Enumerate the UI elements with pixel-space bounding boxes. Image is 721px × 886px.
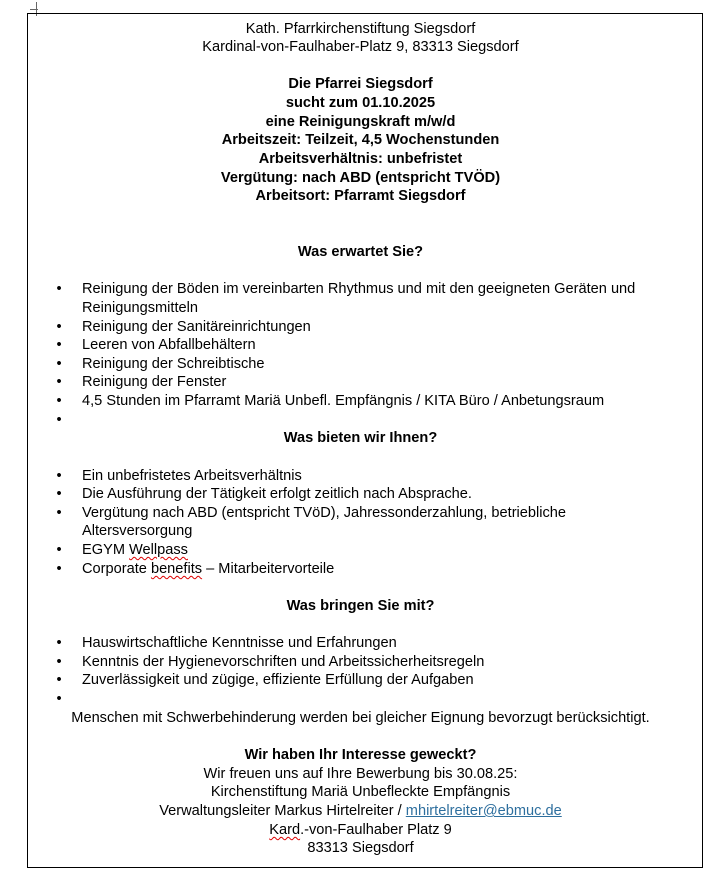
disability-notice: Menschen mit Schwerbehinderung werden bei gleicher Eignung bevorzugt berücksichtigt. (71, 710, 650, 726)
list-item: Reinigung der Böden im vereinbarten Rhythmus und mit den geeigneten Geräten und (82, 281, 636, 297)
bullet: • (56, 356, 62, 372)
spellcheck-word: benefits (150, 561, 203, 577)
contact-street (0, 821, 721, 839)
list-item (82, 560, 334, 578)
bullet: • (56, 654, 62, 670)
org-name: Kath. Pfarrkirchenstiftung Siegsdorf (245, 21, 476, 37)
bullet: • (56, 672, 62, 688)
list-item-text: – Mitarbeitervorteile (202, 561, 335, 577)
list-item: Leeren von Abfallbehältern (82, 337, 256, 353)
list-item: Reinigung der Schreibtische (82, 356, 265, 372)
contact-street-rest: .-von-Faulhaber Platz 9 (300, 822, 452, 838)
bullet: • (56, 393, 62, 409)
list-item: Kenntnis der Hygienevorschriften und Arbeitssicherheitsregeln (82, 654, 485, 670)
spellcheck-word: Kard (269, 822, 301, 838)
list-item: 4,5 Stunden im Pfarramt Mariä Unbefl. Empfängnis / KITA Büro / Anbetungsraum (82, 393, 605, 409)
contact-heading: Wir haben Ihr Interesse geweckt? (244, 747, 477, 763)
bullet: • (56, 281, 62, 297)
email-link[interactable]: mhirtelreiter@ebmuc.de (405, 803, 562, 819)
list-item: Vergütung nach ABD (entspricht TVöD), Jahressonderzahlung, betriebliche (82, 505, 567, 521)
bullet-empty: • (56, 691, 62, 707)
bullet-empty: • (56, 412, 62, 428)
spellcheck-word: Wellpass (129, 542, 188, 558)
contact-person-name: Verwaltungsleiter Markus Hirtelreiter / (159, 803, 406, 819)
bullet: • (56, 319, 62, 335)
bullet: • (56, 635, 62, 651)
title-line-3: eine Reinigungskraft m/w/d (265, 114, 456, 130)
contact-organization: Kirchenstiftung Mariä Unbefleckte Empfängnis (210, 784, 511, 800)
bullet: • (56, 374, 62, 390)
crop-mark-horizontal (30, 9, 38, 10)
title-line-1: Die Pfarrei Siegsdorf (288, 76, 433, 92)
list-item: Reinigung der Sanitäreinrichtungen (82, 319, 311, 335)
list-item: Reinigung der Fenster (82, 374, 227, 390)
list-item-text: Corporate (82, 561, 151, 577)
list-item: Zuverlässigkeit und zügige, effiziente Erfüllung der Aufgaben (82, 672, 474, 688)
title-location: Arbeitsort: Pfarramt Siegsdorf (255, 188, 466, 204)
title-worktime: Arbeitszeit: Teilzeit, 4,5 Wochenstunden (221, 132, 500, 148)
contact-deadline: Wir freuen uns auf Ihre Bewerbung bis 30.08.25: (203, 766, 518, 782)
contact-person (0, 802, 721, 820)
bullet: • (56, 468, 62, 484)
bullet: • (56, 505, 62, 521)
list-item: Ein unbefristetes Arbeitsverhältnis (82, 468, 302, 484)
section-heading-expectations: Was erwartet Sie? (297, 244, 424, 260)
org-address: Kardinal-von-Faulhaber-Platz 9, 83313 Siegsdorf (202, 39, 519, 55)
list-item-continuation: Altersversorgung (82, 523, 193, 539)
list-item-continuation: Reinigungsmitteln (82, 300, 199, 316)
contact-city: 83313 Siegsdorf (307, 840, 414, 856)
list-item-text: EGYM (82, 542, 130, 558)
list-item: Hauswirtschaftliche Kenntnisse und Erfahrungen (82, 635, 397, 651)
list-item: Die Ausführung der Tätigkeit erfolgt zeitlich nach Absprache. (82, 486, 472, 502)
title-salary: Vergütung: nach ABD (entspricht TVÖD) (220, 170, 501, 186)
bullet: • (56, 486, 62, 502)
list-item (82, 541, 188, 559)
bullet: • (56, 337, 62, 353)
title-employment: Arbeitsverhältnis: unbefristet (258, 151, 463, 167)
section-heading-requirements: Was bringen Sie mit? (286, 598, 435, 614)
title-line-2: sucht zum 01.10.2025 (285, 95, 436, 111)
bullet: • (56, 542, 62, 558)
bullet: • (56, 561, 62, 577)
section-heading-offer: Was bieten wir Ihnen? (283, 430, 438, 446)
